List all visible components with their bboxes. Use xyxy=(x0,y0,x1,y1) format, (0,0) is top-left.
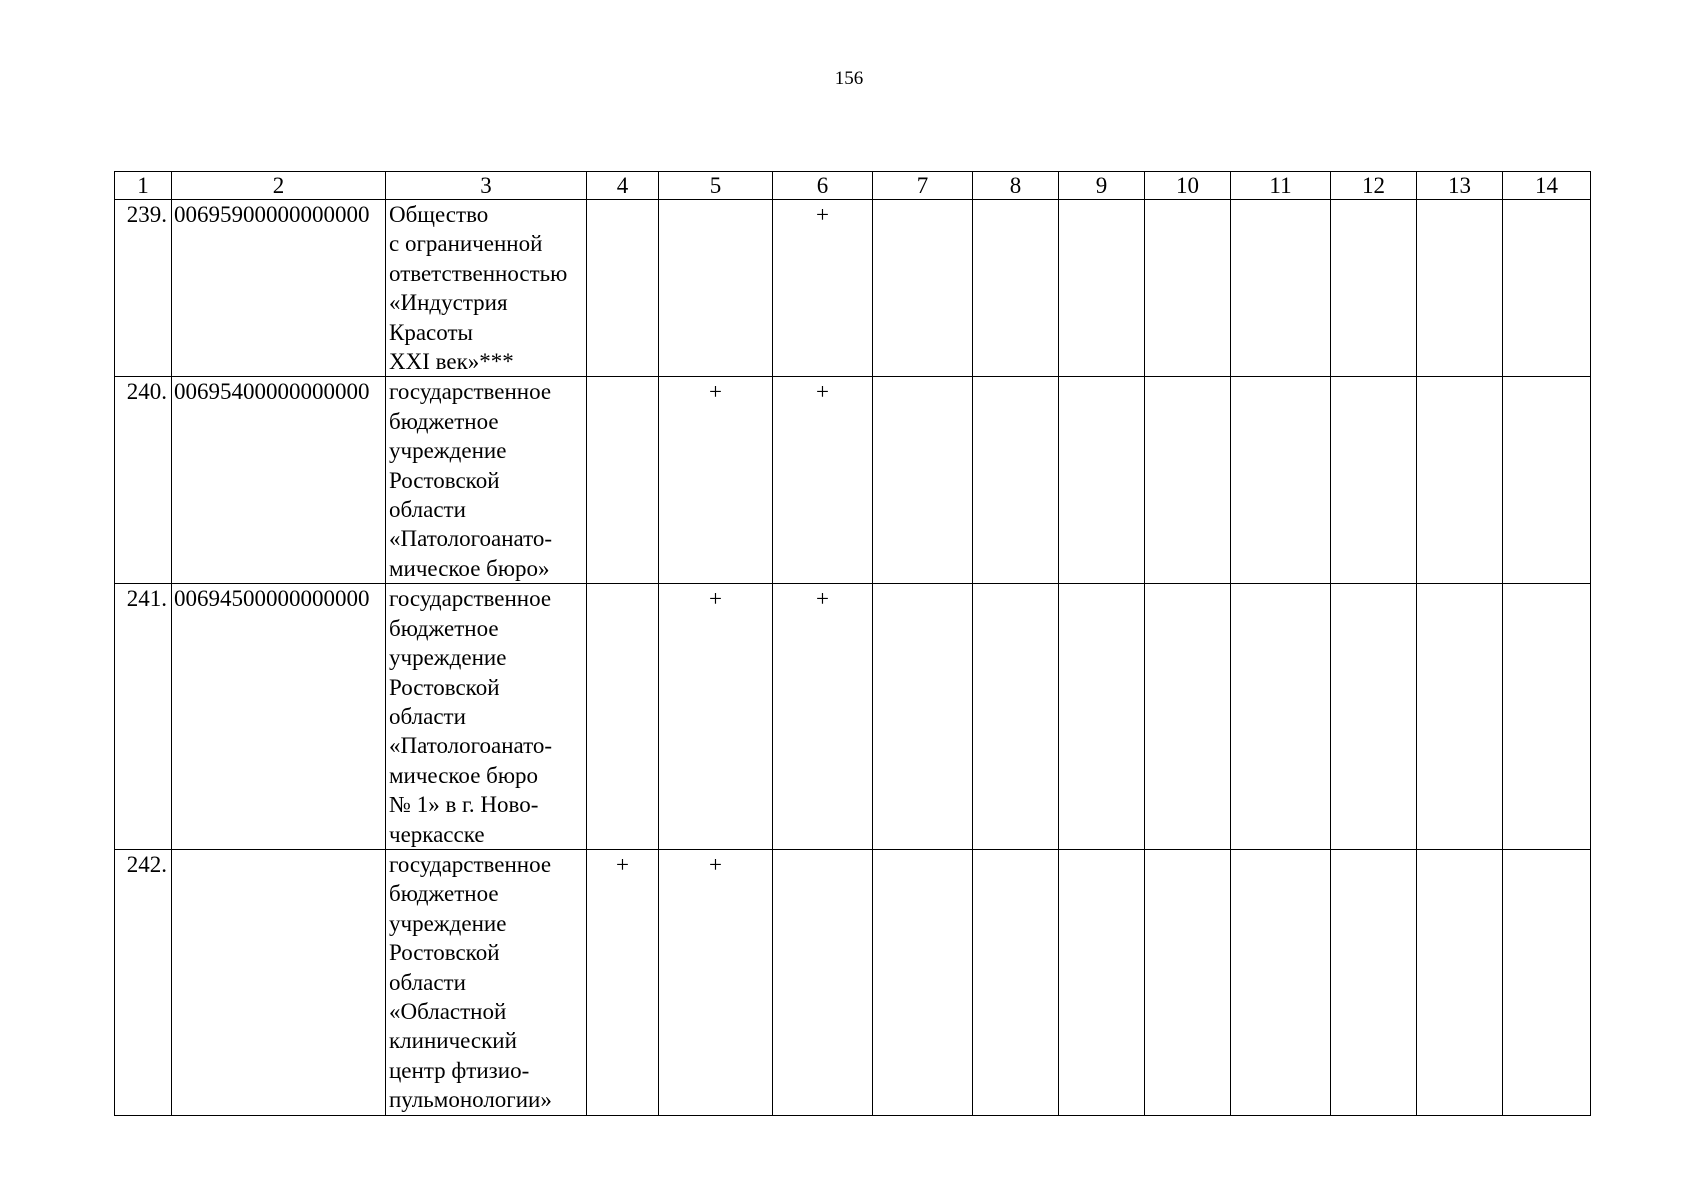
mark-cell: + xyxy=(587,849,659,1115)
column-header: 10 xyxy=(1145,172,1231,200)
mark-cell xyxy=(973,200,1059,377)
row-organization-name: Общество с ограниченной ответственностью «Индустрия Красоты XXI век»*** xyxy=(386,200,587,377)
row-code: 00694500000000000 xyxy=(172,584,386,850)
mark-cell xyxy=(1417,200,1503,377)
mark-cell xyxy=(973,584,1059,850)
mark-cell: + xyxy=(773,584,873,850)
mark-cell xyxy=(587,200,659,377)
page-number: 156 xyxy=(834,68,864,89)
header-row xyxy=(115,172,1591,200)
mark-cell xyxy=(873,584,973,850)
table-row xyxy=(115,849,1591,1115)
table-row xyxy=(115,377,1591,584)
mark-cell xyxy=(1417,377,1503,584)
mark-cell xyxy=(773,849,873,1115)
mark-cell xyxy=(873,849,973,1115)
column-header: 11 xyxy=(1231,172,1331,200)
mark-cell xyxy=(587,377,659,584)
register-table xyxy=(114,171,1591,1116)
mark-cell: + xyxy=(659,584,773,850)
mark-cell xyxy=(1503,584,1591,850)
column-header: 1 xyxy=(115,172,172,200)
column-header: 8 xyxy=(973,172,1059,200)
mark-cell xyxy=(1503,849,1591,1115)
mark-cell xyxy=(1503,377,1591,584)
row-number: 240. xyxy=(115,377,172,584)
mark-cell xyxy=(1503,200,1591,377)
column-header: 3 xyxy=(386,172,587,200)
column-header: 12 xyxy=(1331,172,1417,200)
mark-cell xyxy=(1231,377,1331,584)
mark-cell xyxy=(1145,584,1231,850)
mark-cell: + xyxy=(659,849,773,1115)
column-header: 7 xyxy=(873,172,973,200)
mark-cell xyxy=(1059,200,1145,377)
mark-cell xyxy=(1331,377,1417,584)
mark-cell xyxy=(1059,584,1145,850)
mark-cell xyxy=(973,849,1059,1115)
mark-cell xyxy=(1145,377,1231,584)
column-header: 4 xyxy=(587,172,659,200)
mark-cell xyxy=(873,200,973,377)
row-organization-name: государственное бюджетное учреждение Ростовской области «Патологоанато- мическое бюро № 1» в г. Ново- черкасске xyxy=(386,584,587,850)
mark-cell xyxy=(1231,849,1331,1115)
mark-cell xyxy=(973,377,1059,584)
row-number: 242. xyxy=(115,849,172,1115)
mark-cell: + xyxy=(773,377,873,584)
mark-cell xyxy=(1331,849,1417,1115)
column-header: 6 xyxy=(773,172,873,200)
row-code: 00695400000000000 xyxy=(172,377,386,584)
mark-cell xyxy=(659,200,773,377)
row-organization-name: государственное бюджетное учреждение Ростовской области «Патологоанато- мическое бюро» xyxy=(386,377,587,584)
row-number: 239. xyxy=(115,200,172,377)
mark-cell xyxy=(1059,377,1145,584)
mark-cell xyxy=(1331,200,1417,377)
row-organization-name: государственное бюджетное учреждение Ростовской области «Областной клинический центр фтизио- пульмонологии» xyxy=(386,849,587,1115)
mark-cell xyxy=(1331,584,1417,850)
row-number: 241. xyxy=(115,584,172,850)
column-header: 13 xyxy=(1417,172,1503,200)
column-header: 14 xyxy=(1503,172,1591,200)
mark-cell xyxy=(587,584,659,850)
mark-cell xyxy=(1231,584,1331,850)
mark-cell xyxy=(1059,849,1145,1115)
mark-cell: + xyxy=(659,377,773,584)
column-header: 9 xyxy=(1059,172,1145,200)
mark-cell xyxy=(1417,584,1503,850)
mark-cell: + xyxy=(773,200,873,377)
mark-cell xyxy=(1145,200,1231,377)
row-code: 00695900000000000 xyxy=(172,200,386,377)
mark-cell xyxy=(873,377,973,584)
table-row xyxy=(115,584,1591,850)
row-code xyxy=(172,849,386,1115)
mark-cell xyxy=(1145,849,1231,1115)
column-header: 5 xyxy=(659,172,773,200)
mark-cell xyxy=(1231,200,1331,377)
table-row xyxy=(115,200,1591,377)
mark-cell xyxy=(1417,849,1503,1115)
column-header: 2 xyxy=(172,172,386,200)
